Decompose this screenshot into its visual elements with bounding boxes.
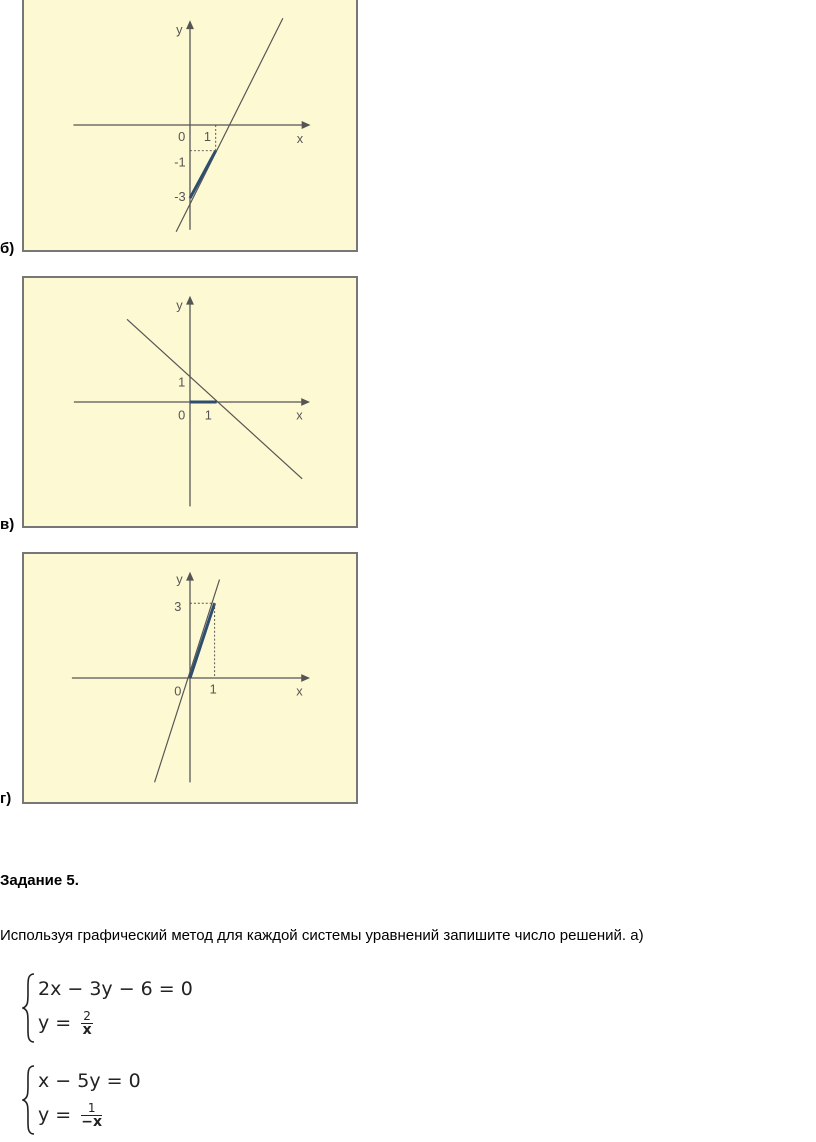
tick-label: 1 <box>209 681 217 697</box>
fraction <box>81 1010 93 1037</box>
equation-1: 2x − 3y − 6 = 0 <box>38 978 193 1000</box>
equation-system-2 <box>22 1064 322 1138</box>
highlighted-segment <box>190 151 216 198</box>
y-axis-label: y <box>176 22 183 38</box>
graph-v-letter: в) <box>0 516 15 533</box>
brace-icon <box>22 972 36 1044</box>
origin-label: 0 <box>174 683 182 699</box>
x-axis-arrow <box>301 674 310 682</box>
graph-v-plot <box>24 278 356 526</box>
tick-label: 1 <box>178 374 186 390</box>
origin-label: 0 <box>178 407 186 423</box>
y-axis-arrow <box>186 296 194 305</box>
fraction-numerator: 1 <box>81 1102 102 1116</box>
fraction-denominator: x <box>82 1022 92 1038</box>
graph-g-plot <box>24 554 356 802</box>
tick-label: 3 <box>174 599 182 615</box>
graph-g <box>22 552 358 804</box>
x-axis-label: x <box>296 683 303 699</box>
equation-system-1 <box>22 972 322 1046</box>
graph-b-letter: б) <box>0 240 15 257</box>
task-title: Задание 5. <box>0 872 79 889</box>
function-line <box>127 319 302 478</box>
tick-label: 1 <box>203 128 211 144</box>
brace-icon <box>22 1064 36 1136</box>
equation-2 <box>38 1102 102 1129</box>
graph-g-letter: г) <box>0 790 12 807</box>
graph-b-plot <box>24 0 356 250</box>
equation-1: x − 5y = 0 <box>38 1070 141 1092</box>
task-text: Используя графический метод для каждой системы уравнений запишите число решений. а) <box>0 927 644 944</box>
x-axis-label: x <box>296 407 303 423</box>
x-axis-arrow <box>301 398 310 406</box>
tick-label: -1 <box>174 154 186 170</box>
graph-b <box>22 0 358 252</box>
x-axis-arrow <box>302 121 311 129</box>
equation-2-left: y = <box>38 1012 72 1034</box>
equation-2-left: y = <box>38 1104 72 1126</box>
y-axis-arrow <box>186 20 194 29</box>
origin-label: 0 <box>178 128 186 144</box>
graph-v <box>22 276 358 528</box>
highlighted-segment <box>190 603 215 678</box>
y-axis-label: y <box>176 571 183 587</box>
equation-2 <box>38 1010 93 1037</box>
fraction-denominator: −x <box>81 1114 103 1130</box>
tick-label: -3 <box>174 189 186 205</box>
y-axis-label: y <box>176 297 183 313</box>
y-axis-arrow <box>186 572 194 581</box>
x-axis-label: x <box>296 130 304 146</box>
tick-label: 1 <box>204 407 212 423</box>
fraction-numerator: 2 <box>83 1009 91 1023</box>
fraction <box>81 1102 102 1129</box>
